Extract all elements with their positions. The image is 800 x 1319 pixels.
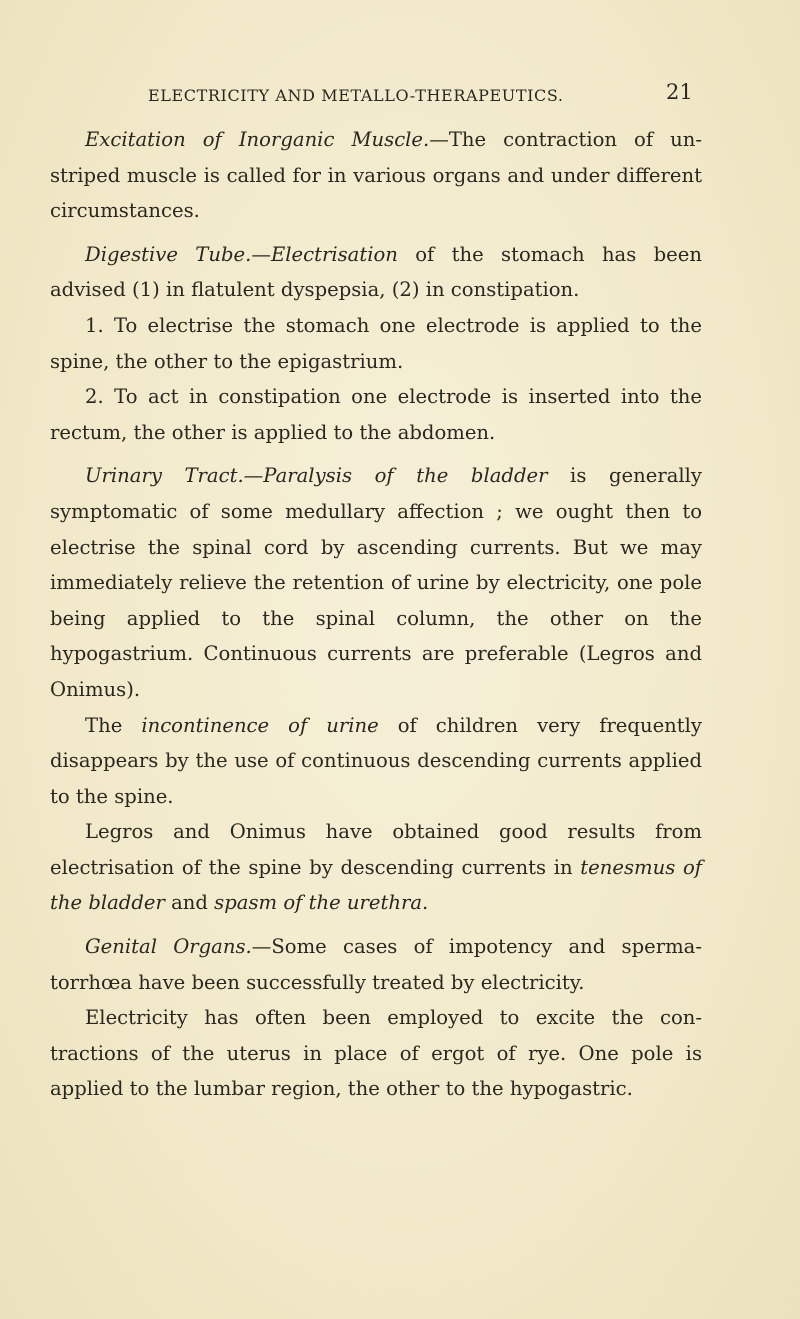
paragraph-genital-organs [50,929,702,1000]
subheading-paralysis: Paralysis of the bladder [263,464,548,488]
paragraph-text: Legros and Onimus have obtained good results from electrisation of the spine by descending currents in [50,820,702,879]
emphasis-spasm: spasm of the urethra [214,891,423,915]
paragraph-text: 2. To act in constipation one electrode is inserted into the rectum, the other is applied to the abdomen. [50,385,702,444]
paragraph-item-2 [50,379,702,450]
section-heading-urinary-tract: Urinary Tract. [85,464,244,488]
paragraph-uterus [50,1000,702,1107]
paragraph-digestive-tube [50,237,702,308]
section-heading-excitation: Excitation of Inorganic Muscle. [85,128,430,151]
page-number: 21 [666,80,693,104]
body-text [50,122,702,1107]
paragraph-text: The [85,713,142,737]
paragraph-urinary-tract [50,458,702,707]
emphasis-tenesmus: tenesmus of the bladder [50,855,702,915]
paragraph-text: and [164,891,215,915]
subheading-electrisation: Electrisation [270,242,398,266]
paragraph-text: —The contraction of un-striped muscle is called for in various organs and under different circumstances. [50,128,702,223]
paragraph-text: 1. To electrise the stomach one electrode is applied to the spine, the other to the epigastrium. [50,313,702,373]
running-head: ELECTRICITY AND METALLO-THERAPEUTICS. [148,86,564,105]
paragraph-incontinence [50,708,702,815]
paragraph-text: —Some cases of impotency and sperma-torrhœa have been successfully treated by electricity. [50,935,702,994]
heading-dash: — [243,464,264,488]
paragraph-item-1 [50,308,702,379]
paragraph-text: is generally symptomatic of some medullary affection ; we ought then to electrise the spinal cord by ascending currents. But we may immediately relieve the retention of urine by electricity, one pole being applied to the spinal column, the other on the hypogastrium. Continuous currents are preferable (Legros and Onimus). [50,464,702,701]
paragraph-excitation [50,122,702,229]
section-heading-digestive-tube: Digestive Tube. [85,242,252,266]
paragraph-text: . [422,891,429,915]
section-heading-genital-organs: Genital Organs. [85,935,252,959]
heading-dash: — [251,242,271,266]
emphasis-incontinence: incontinence of urine [141,713,379,737]
paragraph-legros-onimus [50,814,702,921]
paragraph-text: of the stomach has been advised (1) in flatulent dyspepsia, (2) in constipation. [50,242,702,302]
paragraph-text: of children very frequently disappears by the use of continuous descending currents applied to the spine. [50,713,702,808]
paragraph-text: Electricity has often been employed to excite the con-tractions of the uterus in place of ergot of rye. One pole is applied to the lumbar region, the other to the hypogastric. [50,1006,702,1101]
